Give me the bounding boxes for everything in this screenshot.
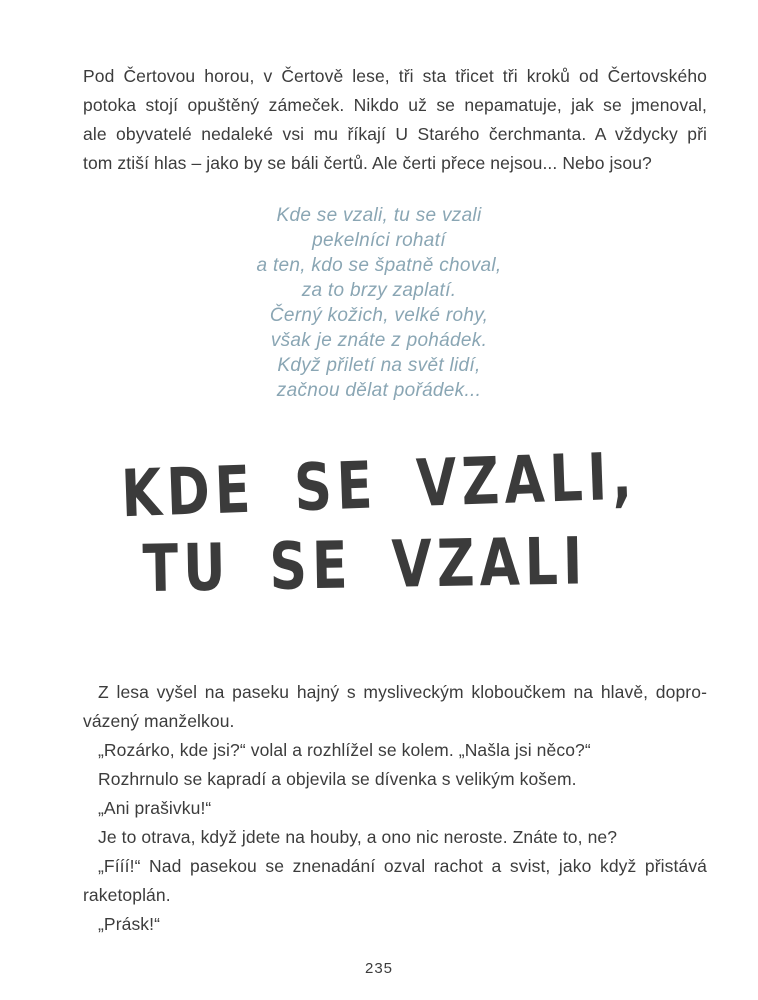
- text-line: Je to otrava, když jdete na houby, a ono nic neroste. Znáte to, ne?: [98, 827, 618, 847]
- text-line: „Rozárko, kde jsi?“ volal a rozhlížel se kolem. „Našla jsi něco?“: [98, 740, 591, 760]
- poem-line: za to brzy zaplatí.: [301, 280, 457, 301]
- poem-line: Černý kožich, velké rohy,: [269, 305, 489, 326]
- text-line: tom ztiší hlas – jako by se báli čertů. Ale čerti přece nejsou... Nebo jsou?: [83, 153, 652, 173]
- text-line: ale obyvatelé nedaleké vsi mu říkají U Starého čerchmanta. A vždycky při: [83, 124, 707, 144]
- text-line: „Ani prašivku!“: [98, 798, 212, 818]
- poem-verse: [0, 203, 758, 403]
- poem-line: Když přiletí na svět lidí,: [277, 355, 481, 376]
- poem-line: však je znáte z pohádek.: [270, 330, 488, 351]
- chapter-title-line: TU SE VZALI: [142, 524, 588, 608]
- text-line: Z lesa vyšel na paseku hajný s mysliveckým kloboučkem na hlavě, dopro-: [98, 682, 707, 702]
- chapter-title-handwritten: [0, 439, 758, 608]
- text-line: „Prásk!“: [98, 914, 161, 934]
- text-line: raketoplán.: [83, 885, 171, 905]
- intro-paragraph: [83, 62, 707, 178]
- poem-line: začnou dělat pořádek...: [276, 380, 482, 401]
- poem-line: pekelníci rohatí: [312, 230, 446, 251]
- page-number: 235: [364, 960, 394, 977]
- text-line: Rozhrnulo se kapradí a objevila se dívenka s velikým košem.: [98, 769, 577, 789]
- text-line: „Fííí!“ Nad pasekou se znenadání ozval rachot a svist, jako když přistává: [98, 856, 707, 876]
- poem-line: a ten, kdo se špatně choval,: [256, 255, 502, 276]
- story-text: [83, 678, 707, 939]
- text-line: vázený manželkou.: [83, 711, 235, 731]
- text-line: potoka stojí opuštěný zámeček. Nikdo už se nepamatuje, jak se jmenoval,: [83, 95, 707, 115]
- text-line: Pod Čertovou horou, v Čertově lese, tři sta třicet tři kroků od Čertovského: [83, 66, 707, 86]
- poem-line: Kde se vzali, tu se vzali: [276, 205, 482, 226]
- chapter-title-line: KDE SE VZALI,: [120, 439, 638, 533]
